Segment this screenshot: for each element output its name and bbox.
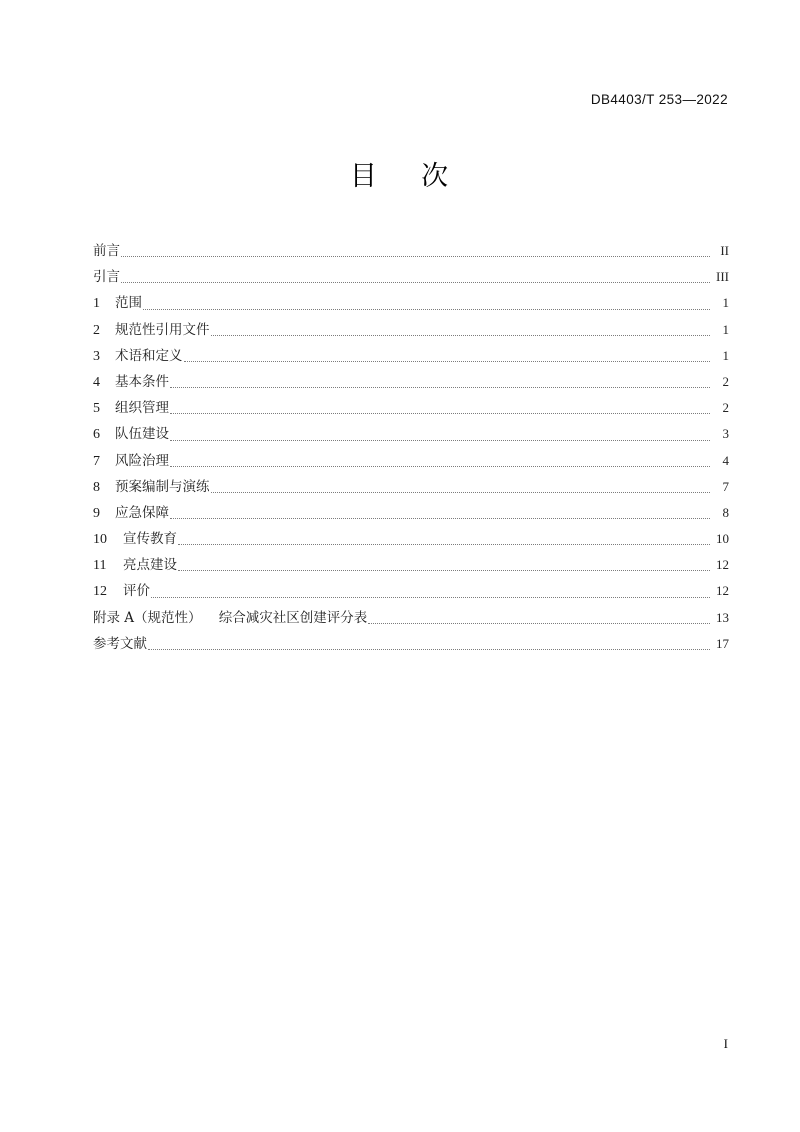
toc-dot-leader (170, 448, 710, 474)
toc-entry-page-number: 4 (722, 452, 729, 468)
toc-entry-label: 参考文献 (93, 635, 147, 652)
page-title: 目 次 (349, 161, 451, 192)
document-standard-code-header: DB4403/T 253—2022 (590, 92, 728, 107)
toc-dot-leader (178, 552, 710, 578)
toc-dot-leader (148, 631, 710, 657)
toc-dot-leader (368, 605, 710, 631)
table-of-contents (93, 238, 729, 657)
toc-dot-leader (143, 290, 710, 316)
toc-dot-leader (211, 317, 711, 343)
toc-entry-label: 组织管理 (115, 400, 169, 417)
toc-entry-label: 引言 (93, 269, 120, 286)
toc-entry[interactable] (93, 526, 729, 552)
toc-entry-label: 亮点建设 (123, 557, 177, 574)
toc-entry-label: 评价 (123, 583, 150, 600)
toc-entry-page-number: 12 (716, 557, 729, 573)
toc-dot-leader (170, 369, 710, 395)
toc-dot-leader (211, 474, 711, 500)
toc-entry-number: 9 (93, 505, 100, 521)
toc-entry[interactable] (93, 605, 729, 631)
toc-entry[interactable] (93, 317, 729, 343)
toc-entry[interactable] (93, 343, 729, 369)
toc-entry-number: 10 (93, 532, 107, 548)
toc-dot-leader (151, 578, 710, 604)
toc-entry-number: 1 (93, 296, 100, 312)
toc-entry-page-number: 1 (722, 347, 729, 363)
toc-entry-page-number: 12 (716, 583, 729, 599)
toc-entry-label: 术语和定义 (115, 347, 183, 364)
toc-entry-label: 风险治理 (115, 452, 169, 469)
toc-entry[interactable] (93, 369, 729, 395)
toc-entry-page-number: 2 (722, 373, 729, 389)
toc-entry-page-number: 17 (716, 635, 729, 651)
toc-entry[interactable] (93, 552, 729, 578)
toc-entry-page-number: 1 (722, 321, 729, 337)
page-number-footer: I (723, 1036, 728, 1051)
toc-entry-page-number: 2 (722, 400, 729, 416)
toc-entry-page-number: 7 (722, 478, 729, 494)
toc-entry-label: 附录 A（规范性） 综合减灾社区创建评分表 (93, 609, 368, 626)
toc-entry[interactable] (93, 264, 729, 290)
toc-entry[interactable] (93, 421, 729, 447)
toc-entry-number: 2 (93, 322, 100, 338)
toc-dot-leader (121, 238, 710, 264)
toc-entry-label: 预案编制与演练 (115, 478, 210, 495)
toc-entry-number: 11 (93, 558, 107, 574)
toc-dot-leader (121, 264, 710, 290)
toc-entry-label: 范围 (115, 295, 142, 312)
toc-entry[interactable] (93, 290, 729, 316)
toc-entry-page-number: 10 (716, 531, 729, 547)
toc-entry-page-number: 13 (716, 609, 729, 625)
toc-entry[interactable] (93, 474, 729, 500)
toc-entry[interactable] (93, 631, 729, 657)
toc-entry-page-number: 1 (722, 295, 729, 311)
toc-entry-label: 队伍建设 (115, 426, 169, 443)
toc-entry-label: 前言 (93, 243, 120, 259)
toc-entry[interactable] (93, 238, 729, 264)
toc-entry-page-number: 3 (722, 426, 729, 442)
toc-entry-number: 3 (93, 348, 100, 364)
toc-entry-page-number: 8 (722, 504, 729, 520)
toc-entry-label: 基本条件 (115, 373, 169, 390)
toc-entry[interactable] (93, 578, 729, 604)
toc-entry-number: 7 (93, 453, 100, 469)
toc-entry-label: 应急保障 (115, 504, 169, 521)
toc-entry-page-number: III (716, 269, 729, 285)
toc-dot-leader (170, 421, 710, 447)
toc-entry[interactable] (93, 395, 729, 421)
toc-entry-number: 4 (93, 374, 100, 390)
toc-dot-leader (178, 526, 710, 552)
toc-entry[interactable] (93, 500, 729, 526)
toc-entry-number: 12 (93, 584, 107, 600)
toc-dot-leader (170, 395, 710, 421)
toc-dot-leader (184, 343, 711, 369)
toc-entry-number: 6 (93, 427, 100, 443)
toc-entry-page-number: II (720, 243, 729, 258)
toc-entry-number: 8 (93, 479, 100, 495)
toc-entry-number: 5 (93, 401, 100, 417)
toc-entry-label: 宣传教育 (123, 531, 177, 548)
toc-entry-label: 规范性引用文件 (115, 321, 210, 338)
toc-dot-leader (170, 500, 710, 526)
toc-entry[interactable] (93, 448, 729, 474)
